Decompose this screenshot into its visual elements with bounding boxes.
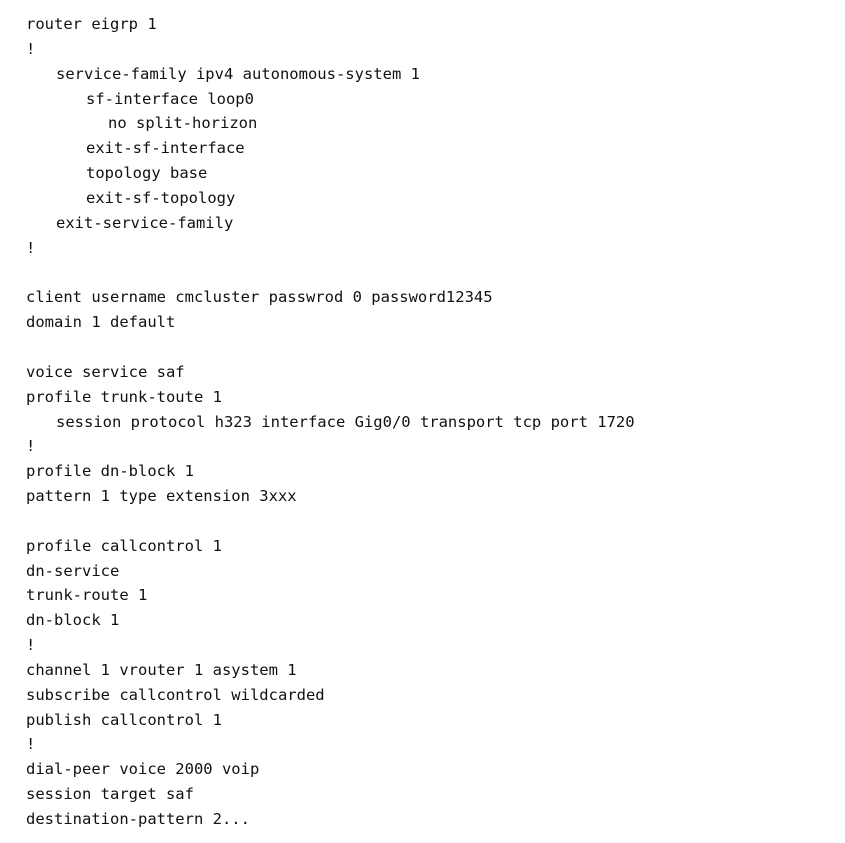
config-line: topology base bbox=[86, 164, 208, 183]
config-line: subscribe callcontrol wildcarded bbox=[26, 685, 325, 704]
config-line: ! bbox=[26, 39, 36, 58]
config-line: profile callcontrol 1 bbox=[26, 536, 222, 555]
config-line: destination-pattern 2... bbox=[26, 810, 250, 828]
config-line: publish callcontrol 1 bbox=[26, 710, 222, 729]
config-line: dial-peer voice 2000 voip bbox=[26, 760, 260, 779]
blank-line bbox=[26, 509, 836, 534]
config-line: ! bbox=[26, 636, 36, 655]
config-line: channel 1 vrouter 1 asystem 1 bbox=[26, 660, 297, 679]
config-line: router eigrp 1 bbox=[26, 15, 157, 33]
config-line: ! bbox=[26, 437, 36, 456]
config-line: ! bbox=[26, 238, 36, 257]
config-line: profile trunk-toute 1 bbox=[26, 387, 222, 406]
config-line: client username cmcluster passwrod 0 password12345 bbox=[26, 288, 493, 307]
config-line: sf-interface loop0 bbox=[86, 89, 254, 108]
config-line: dn-block 1 bbox=[26, 611, 120, 630]
config-line: exit-sf-interface bbox=[86, 139, 245, 158]
config-line: exit-sf-topology bbox=[86, 188, 236, 207]
blank-line bbox=[26, 335, 836, 360]
config-line: no split-horizon bbox=[108, 114, 258, 133]
config-listing bbox=[26, 12, 836, 832]
config-line: voice service saf bbox=[26, 362, 185, 381]
config-line: session protocol h323 interface Gig0/0 transport tcp port 1720 bbox=[56, 412, 635, 431]
config-line: dn-service bbox=[26, 561, 120, 580]
config-line: trunk-route 1 bbox=[26, 586, 148, 605]
config-line: pattern 1 type extension 3xxx bbox=[26, 487, 297, 506]
config-line: service-family ipv4 autonomous-system 1 bbox=[56, 64, 420, 83]
config-line: domain 1 default bbox=[26, 313, 176, 332]
config-line: profile dn-block 1 bbox=[26, 462, 194, 481]
config-line: ! bbox=[26, 735, 36, 754]
config-line: exit-service-family bbox=[56, 213, 234, 232]
blank-line bbox=[26, 260, 836, 285]
config-line: session target saf bbox=[26, 785, 194, 804]
